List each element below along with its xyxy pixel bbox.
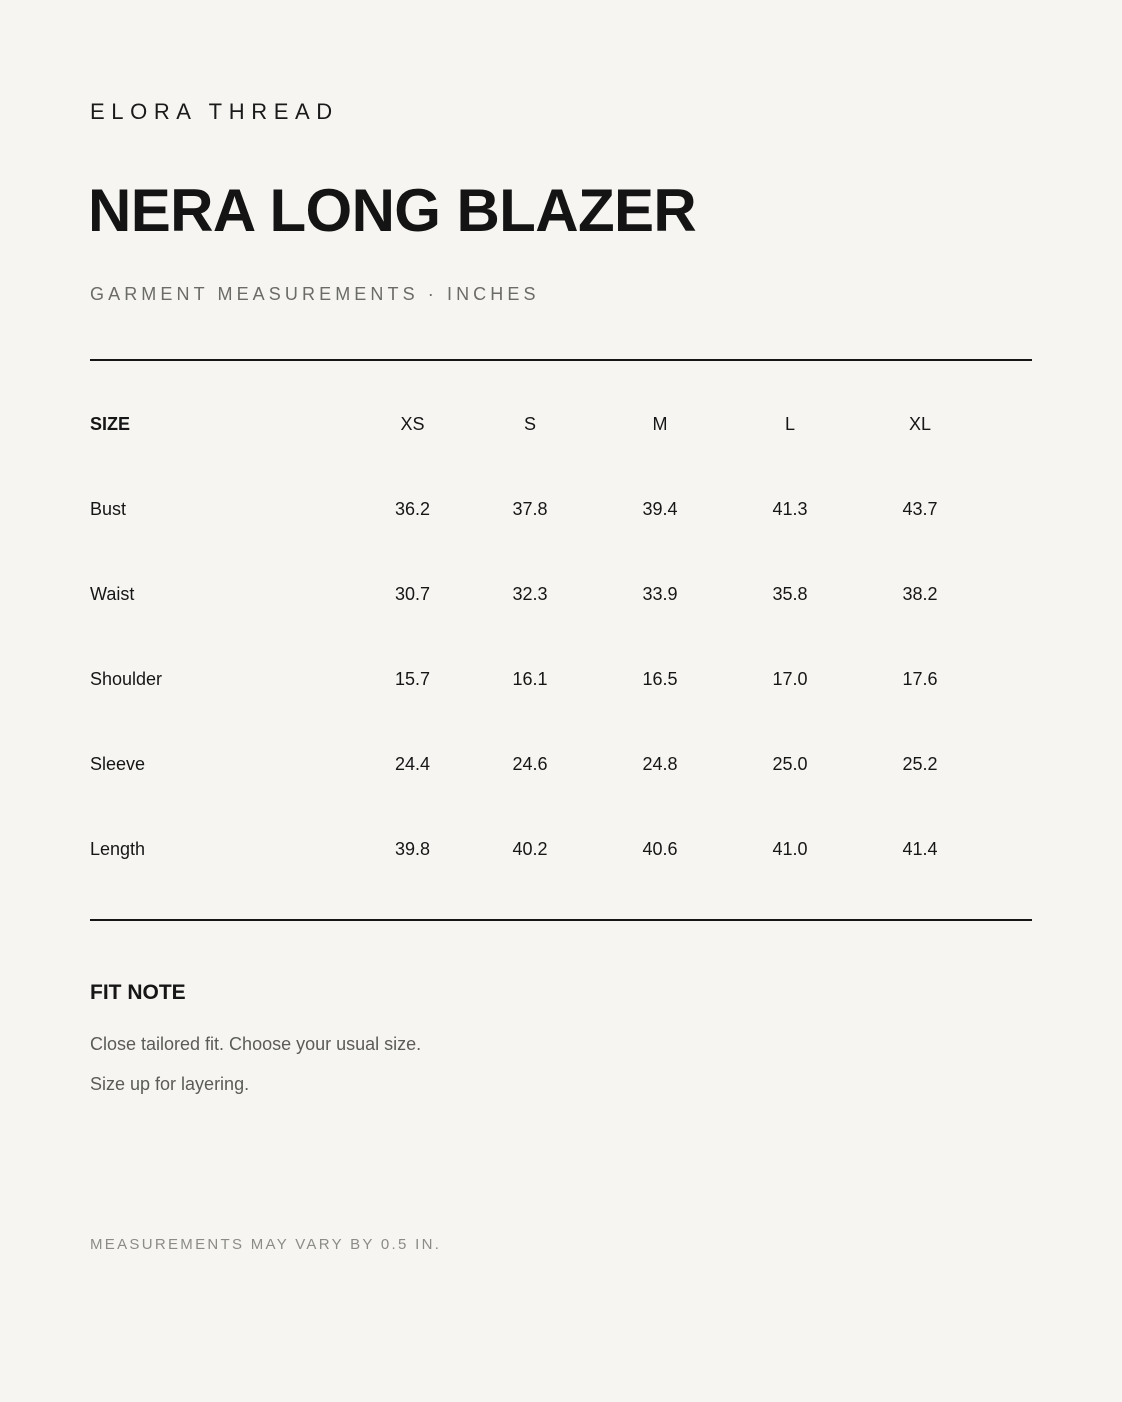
table-cell: 37.8 — [512, 498, 548, 519]
size-chart-table — [90, 381, 1032, 891]
table-row-shoulder — [90, 636, 1032, 721]
table-cell: 30.7 — [394, 583, 431, 604]
row-label: Length — [90, 838, 146, 859]
table-cell: 33.9 — [642, 583, 678, 604]
brand-name: ELORA THREAD — [90, 99, 339, 124]
table-cell: 39.8 — [394, 838, 431, 859]
table-cell: 15.7 — [394, 668, 431, 689]
table-cell: 25.0 — [772, 753, 808, 774]
table-row-sleeve — [90, 721, 1032, 806]
page-subtitle: GARMENT MEASUREMENTS · INCHES — [90, 284, 540, 304]
table-top-divider — [90, 359, 1032, 361]
measurement-disclaimer: MEASUREMENTS MAY VARY BY 0.5 IN. — [90, 1236, 442, 1253]
row-label: Waist — [90, 583, 135, 604]
size-header-label: SIZE — [90, 413, 131, 434]
table-cell: 39.4 — [642, 498, 678, 519]
size-header-l: L — [784, 413, 795, 434]
table-cell: 17.6 — [902, 668, 938, 689]
row-label: Sleeve — [90, 753, 146, 774]
table-spacer-cell — [985, 806, 1032, 891]
product-title: NERA LONG BLAZER — [88, 177, 697, 244]
table-spacer-cell — [985, 551, 1032, 636]
fit-note-heading: FIT NOTE — [90, 981, 186, 1004]
table-cell: 16.1 — [512, 668, 548, 689]
table-cell: 41.0 — [772, 838, 808, 859]
table-cell: 24.6 — [512, 753, 548, 774]
size-header-m: M — [652, 413, 668, 434]
table-cell: 35.8 — [772, 583, 808, 604]
size-header-s: S — [523, 413, 536, 434]
table-cell: 17.0 — [772, 668, 808, 689]
table-cell: 40.6 — [642, 838, 678, 859]
table-cell: 25.2 — [902, 753, 938, 774]
table-row-length — [90, 806, 1032, 891]
table-cell: 41.3 — [772, 498, 808, 519]
table-row-waist — [90, 551, 1032, 636]
table-cell: 40.2 — [512, 838, 548, 859]
table-cell: 38.2 — [902, 583, 938, 604]
size-header-xl: XL — [908, 413, 932, 434]
table-cell: 24.4 — [394, 753, 431, 774]
fit-note-line: Close tailored fit. Choose your usual size. — [90, 1034, 422, 1054]
fit-note-line: Size up for layering. — [90, 1074, 250, 1094]
table-cell: 24.8 — [642, 753, 678, 774]
table-spacer-cell — [985, 466, 1032, 551]
size-header-xs: XS — [400, 413, 425, 434]
table-spacer-cell — [985, 721, 1032, 806]
row-label: Shoulder — [90, 668, 163, 689]
table-header-row — [90, 381, 1032, 466]
table-row-bust — [90, 466, 1032, 551]
table-cell: 32.3 — [512, 583, 548, 604]
table-cell: 16.5 — [642, 668, 678, 689]
table-bottom-divider — [90, 919, 1032, 921]
row-label: Bust — [90, 498, 127, 519]
table-cell: 43.7 — [902, 498, 938, 519]
table-spacer-cell — [985, 636, 1032, 721]
table-cell: 41.4 — [902, 838, 938, 859]
table-spacer-cell — [985, 381, 1032, 466]
table-cell: 36.2 — [394, 498, 431, 519]
